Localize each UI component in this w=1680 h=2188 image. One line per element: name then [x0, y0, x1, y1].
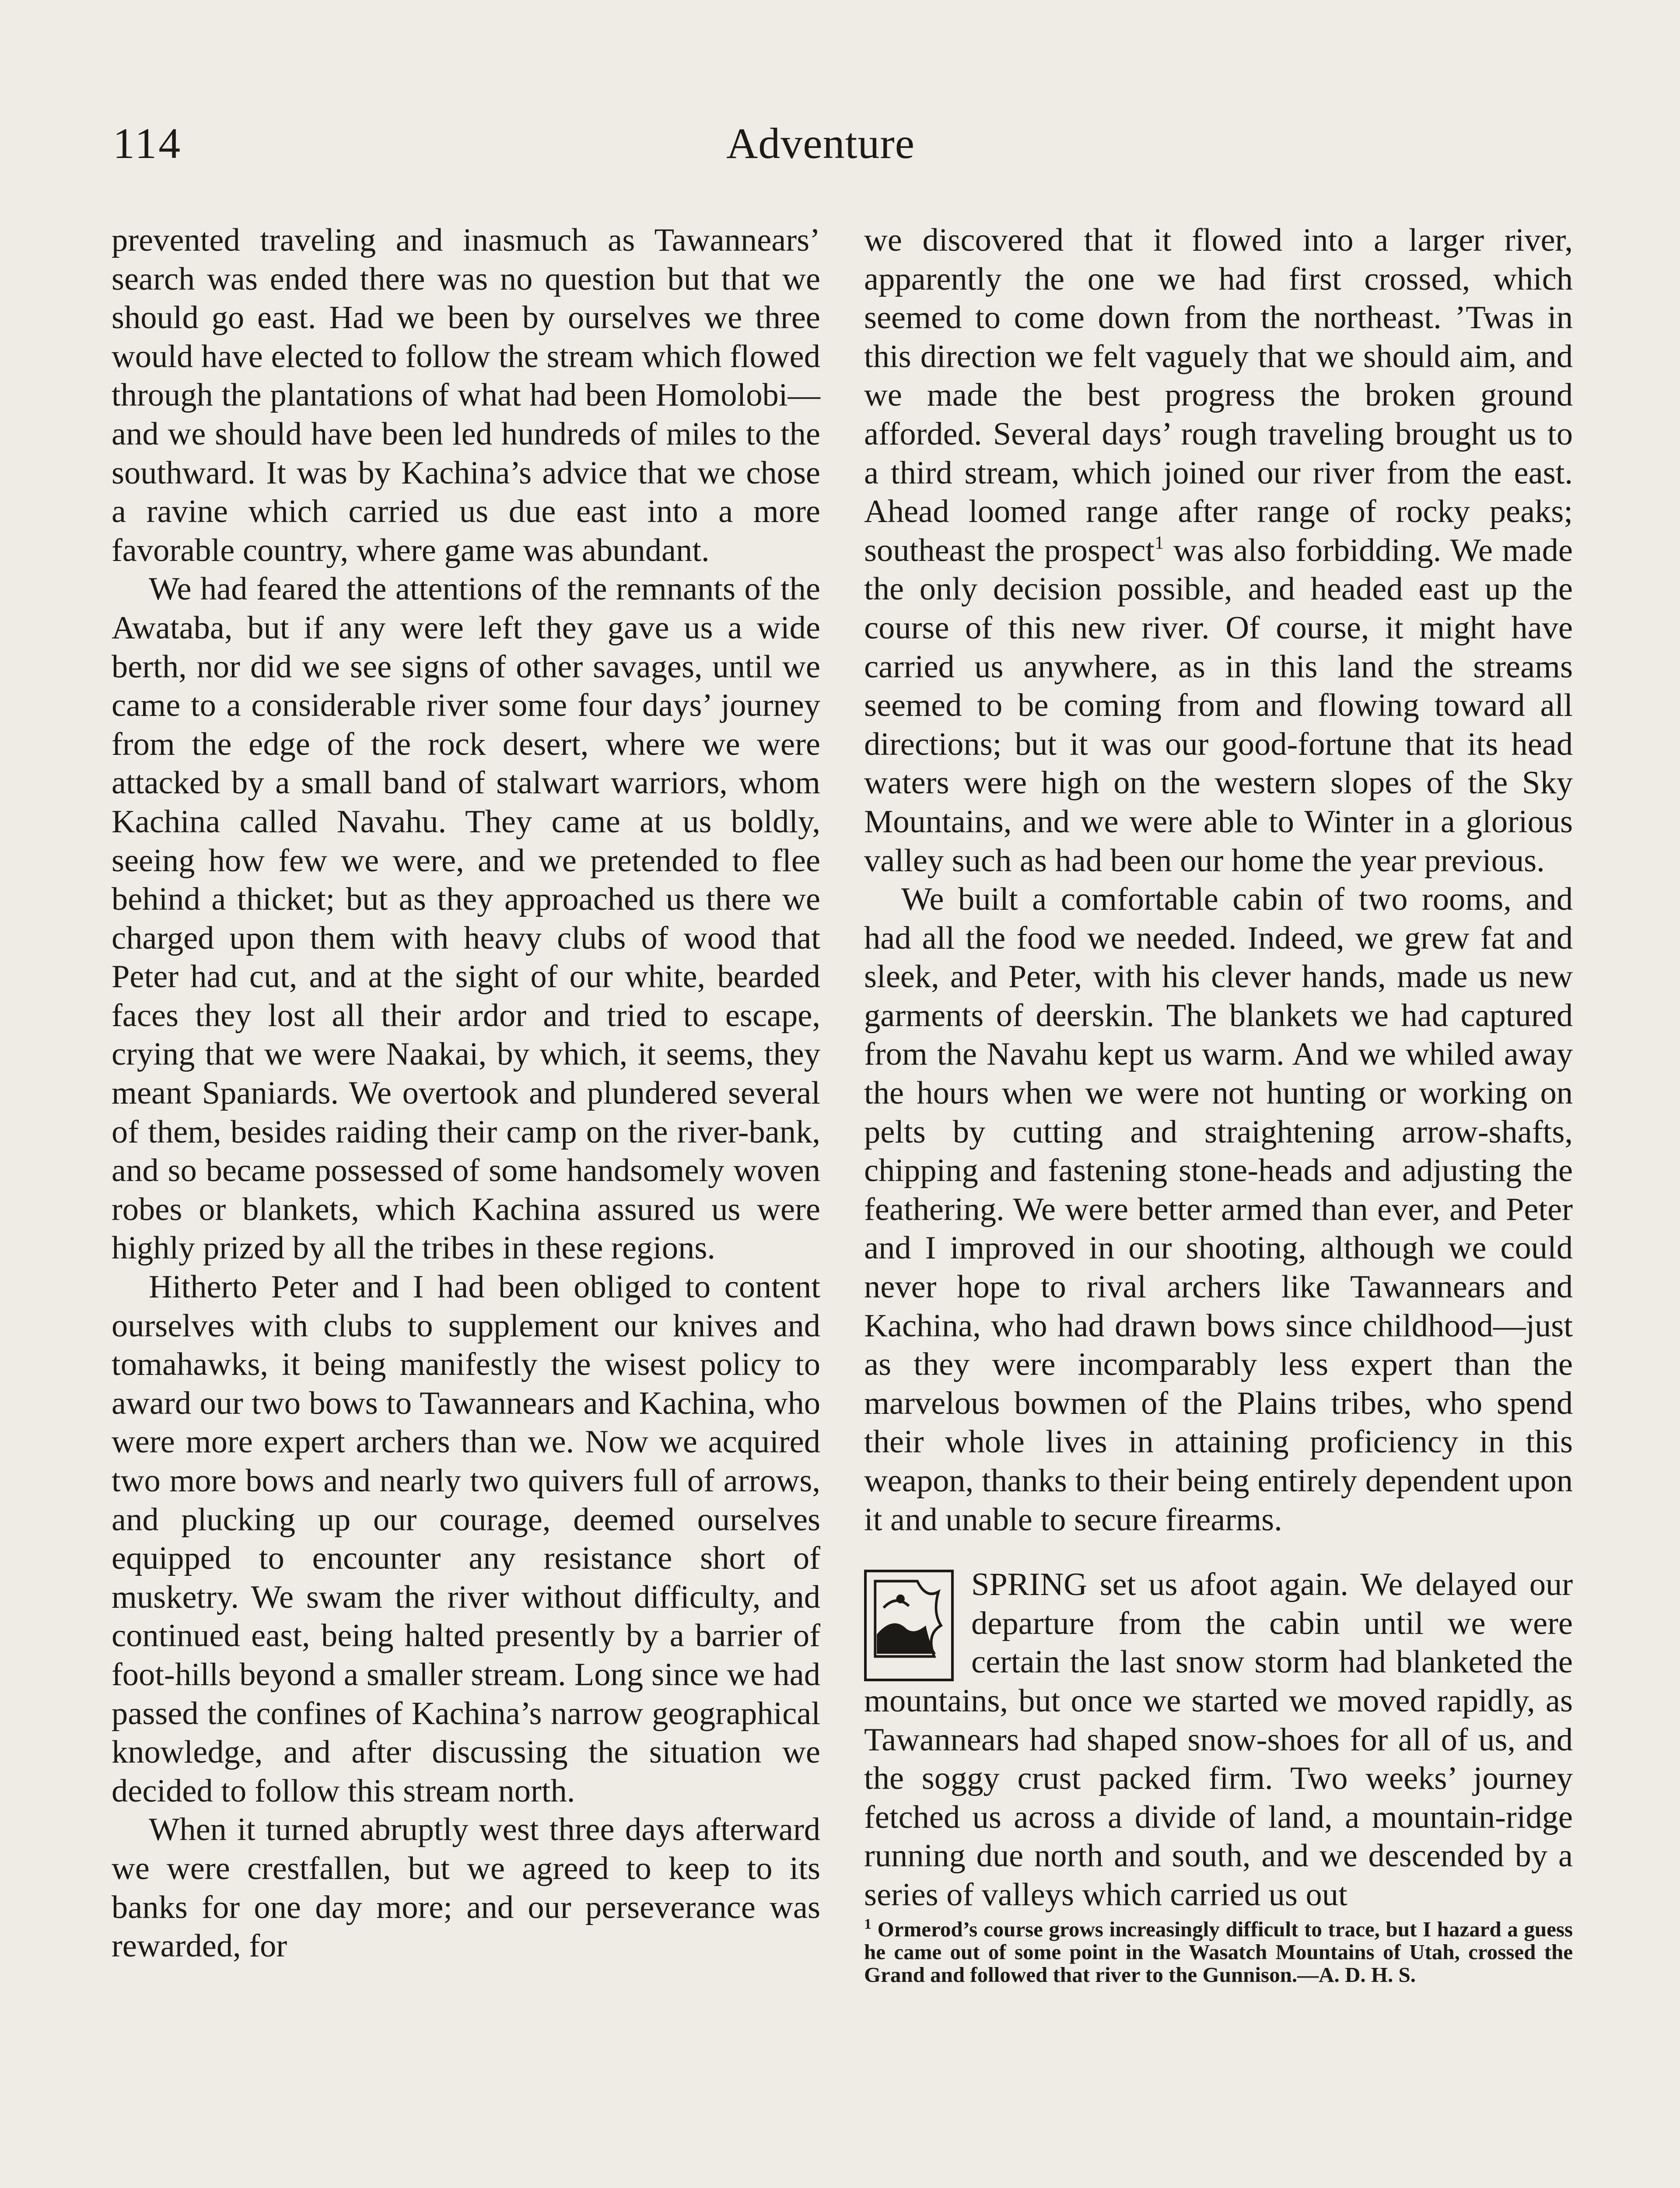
- running-head: Adventure: [726, 119, 915, 168]
- paragraph: prevented traveling and inasmuch as Tawannears’ search was ended there was no question but that we should go east. Had we been by ourselves we three would have elected to follow the stream which flowed through the plantations of what had been Homolobi—and we should have been led hundreds of miles to the southward. It was by Kachina’s advice that we chose a ravine which carried us due east into a more favorable country, where game was abundant.: [112, 222, 820, 568]
- paragraph: Hitherto Peter and I had been obliged to content ourselves with clubs to supplement our knives and tomahawks, it being manifestly the wisest policy to award our two bows to Tawannears and Kachina, who were more expert archers than we. Now we acquired two more bows and nearly two quivers full of arrows, and plucking up our courage, deemed ourselves equipped to encounter any resistance short of musketry. We swam the river without difficulty, and continued east, being halted presently by a barrier of foot-hills beyond a smaller stream. Long since we had passed the confines of Kachina’s narrow geographical knowledge, and after discussing the situation we decided to follow this stream north.: [112, 1269, 820, 1809]
- left-column: [112, 221, 820, 1966]
- paragraph: We had feared the attentions of the remnants of the Awataba, but if any were left they gave us a wide berth, nor did we see signs of other savages, until we came to a considerable river some four days’ journey from the edge of the rock desert, where we were attacked by a small band of stalwart warriors, whom Kachina called Navahu. They came at us boldly, seeing how few we were, and we pretended to flee behind a thicket; but as they approached us there we charged upon them with heavy clubs of wood that Peter had cut, and at the sight of our white, bearded faces they lost all their ardor and tried to escape, crying that we were Naakai, by which, it seems, they meant Spaniards. We overtook and plundered several of them, besides raiding their camp on the river-bank, and so became possessed of some handsomely woven robes or blankets, which Kachina assured us were highly prized by all the tribes in these regions.: [112, 571, 820, 1266]
- paragraph: We built a comfortable cabin of two rooms, and had all the food we needed. Indeed, we grew fat and sleek, and Peter, with his clever hands, made us new garments of deerskin. The blankets we had captured from the Navahu kept us warm. And we whiled away the hours when we were not hunting or working on pelts by cutting and straightening arrow-shafts, chipping and fastening stone-heads and adjusting the feathering. We were better armed than ever, and Peter and I improved in our shooting, although we could never hope to rival archers like Tawannears and Kachina, who had drawn bows since childhood—just as they were incomparably less expert than the marvelous bowmen of the Plains tribes, who spend their whole lives in attaining proficiency in this weapon, thanks to their being entirely dependent upon it and unable to secure firearms.: [864, 881, 1573, 1538]
- section-opening-word: SPRING: [971, 1567, 1087, 1603]
- paragraph-text: we discovered that it flowed into a larger river, apparently the one we had first crossed, which seemed to come down from the northeast. ’Twas in this direction we felt vaguely that we should aim, and we made the best progress the broken ground afforded. Several days’ rough traveling brought us to a third stream, which joined our river from the east. Ahead loomed range after range of rocky peaks; southeast the prospect: [864, 222, 1573, 568]
- paragraph-text: was also forbidding. We made the only decision possible, and headed east up the course of this new river. Of course, it might have carried us anywhere, as in this land the streams seemed to be coming from and flowing toward all directions; but it was our good-fortune that its head waters were high on the western slopes of the Sky Mountains, and we were able to Winter in a glorious valley such as had been our home the year previous.: [864, 532, 1573, 879]
- footnote: [864, 1918, 1573, 1986]
- footnote-mark: 1: [864, 1916, 872, 1932]
- paragraph: [864, 1565, 1573, 1914]
- section-opening: [864, 1565, 1573, 1914]
- page-number: 114: [113, 119, 182, 168]
- landscape-vignette-icon: [864, 1570, 954, 1681]
- paragraph: [864, 221, 1573, 880]
- right-column: [864, 221, 1573, 1986]
- paragraph: When it turned abruptly west three days afterward we were crestfallen, but we agreed to keep to its banks for one day more; and our perseverance was rewarded, for: [112, 1812, 820, 1964]
- footnote-reference: 1: [1155, 533, 1164, 553]
- paragraph-text: set us afoot again. We delayed our departure from the cabin until we were certain the last snow storm had blanketed the mountains, but once we started we moved rapidly, as Tawannears had shaped snow-shoes for all of us, and the soggy crust packed firm. Two weeks’ journey fetched us across a divide of land, a mountain-ridge running due north and south, and we descended by a series of valleys which carried us out: [864, 1567, 1573, 1913]
- footnote-text: Ormerod’s course grows increasingly difficult to trace, but I hazard a guess he came out of some point in the Wasatch Mountains of Utah, crossed the Grand and followed that river to the Gunnison.—A. D. H. S.: [864, 1917, 1573, 1987]
